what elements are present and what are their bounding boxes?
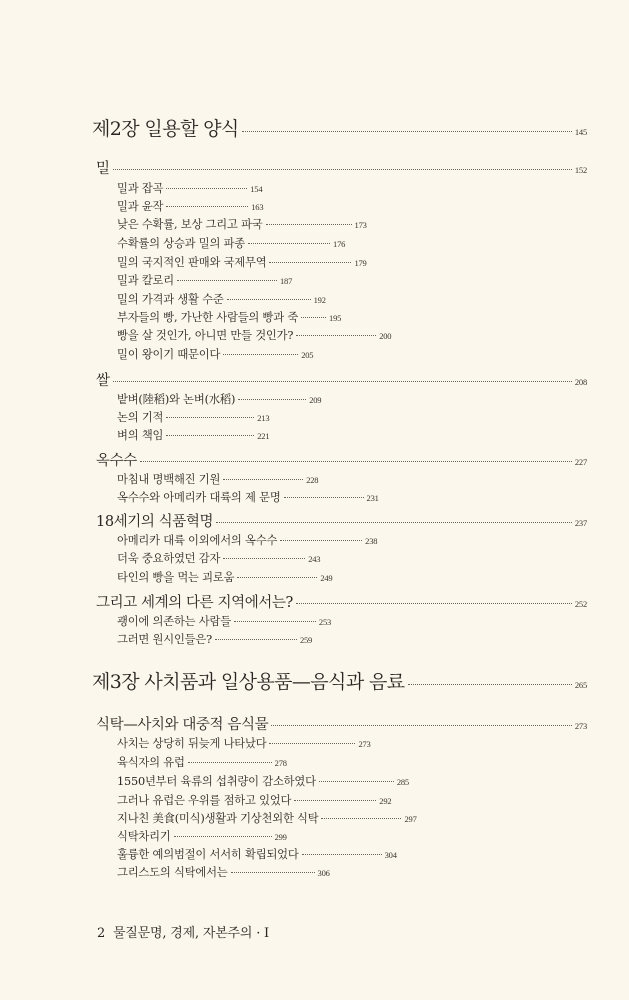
page-number: 208	[574, 377, 587, 387]
toc-entry	[117, 489, 379, 505]
dot-leader	[223, 354, 298, 355]
page-number: 173	[354, 220, 367, 230]
page-number: 163	[251, 202, 264, 212]
chapter-title: 제2장 일용할 양식	[92, 118, 239, 140]
entry-title: 마침내 명백해진 기원	[117, 473, 221, 486]
dot-leader	[227, 299, 311, 300]
section-title: 밀	[96, 161, 110, 177]
entry-title: 밀의 국지적인 판매와 국제무역	[117, 256, 267, 269]
toc-entry	[117, 550, 320, 566]
toc-entry	[117, 309, 341, 325]
page-footer	[97, 922, 269, 941]
page-number: 265	[574, 680, 587, 690]
section-title: 옥수수	[96, 453, 137, 469]
dot-leader	[296, 603, 572, 604]
page-number: 227	[574, 457, 587, 467]
dot-leader	[302, 854, 382, 855]
page-number: 304	[384, 850, 397, 860]
toc-entry	[117, 327, 391, 343]
entry-title: 더욱 중요하였던 감자	[117, 552, 221, 565]
entry-title: 수확률의 상승과 밀의 파종	[117, 237, 246, 250]
toc-entry	[117, 216, 367, 232]
page-number: 145	[574, 127, 587, 137]
page-number: 154	[250, 184, 263, 194]
footer-page-number: 2	[97, 926, 106, 941]
toc-entry	[117, 754, 287, 770]
entry-title: 사치는 상당히 뒤늦게 나타났다	[117, 737, 267, 750]
dot-leader	[266, 224, 352, 225]
dot-leader	[216, 522, 572, 523]
dot-leader	[408, 684, 572, 685]
footer-book-title: 물질문명, 경제, 자본주의 · I	[112, 926, 269, 941]
dot-leader	[238, 399, 306, 400]
entry-title: 논의 기적	[117, 411, 164, 424]
dot-leader	[166, 417, 254, 418]
dot-leader	[269, 262, 351, 263]
dot-leader	[188, 762, 272, 763]
dot-leader	[166, 188, 247, 189]
page-number: 221	[257, 431, 270, 441]
page-number: 200	[379, 331, 392, 341]
toc-section-heading	[96, 713, 587, 734]
entry-title: 밭벼(陸稻)와 논벼(水稻)	[117, 393, 236, 406]
entry-title: 식탁차리기	[117, 830, 171, 843]
entry-title: 육식자의 유럽	[117, 756, 185, 769]
entry-title: 옥수수와 아메리카 대륙의 제 문명	[117, 491, 281, 504]
dot-leader	[113, 169, 572, 170]
entry-title: 훌륭한 예의범절이 서서히 확립되었다	[117, 848, 299, 861]
page-number: 213	[257, 413, 270, 423]
page-number: 237	[574, 518, 587, 528]
dot-leader	[294, 800, 376, 801]
toc-entry	[117, 391, 321, 407]
toc-entry	[117, 735, 371, 751]
page-number: 297	[404, 814, 417, 824]
dot-leader	[166, 435, 254, 436]
entry-title: 1550년부터 육류의 섭취량이 감소하였다	[117, 775, 316, 788]
dot-leader	[280, 540, 362, 541]
toc-entry	[117, 613, 331, 629]
entry-title: 밀과 잡곡	[117, 182, 164, 195]
toc-entry	[117, 346, 313, 362]
page-number: 249	[320, 573, 333, 583]
toc-section-heading	[96, 510, 587, 531]
dot-leader	[166, 206, 248, 207]
dot-leader	[113, 381, 572, 382]
entry-title: 그리스도의 식탁에서는	[117, 866, 228, 879]
dot-leader	[242, 131, 572, 132]
dot-leader	[296, 335, 376, 336]
toc-entry	[117, 272, 292, 288]
page-number: 273	[574, 721, 587, 731]
toc-section-heading	[96, 369, 587, 390]
entry-title: 타인의 빵을 먹는 괴로움	[117, 571, 235, 584]
page-number: 243	[308, 554, 321, 564]
toc-section-heading	[96, 157, 587, 178]
entry-title: 아메리카 대륙 이외에서의 옥수수	[117, 534, 278, 547]
dot-leader	[234, 621, 316, 622]
page-number: 176	[333, 239, 346, 249]
dot-leader	[321, 818, 401, 819]
dot-leader	[174, 836, 272, 837]
toc-entry	[117, 254, 367, 270]
section-title: 쌀	[96, 373, 110, 389]
toc-entry	[117, 792, 391, 808]
toc-chapter-heading	[92, 667, 587, 694]
entry-title: 밀과 칼로리	[117, 274, 174, 287]
dot-leader	[237, 577, 317, 578]
dot-leader	[248, 243, 330, 244]
page-number: 195	[329, 313, 342, 323]
page-number: 209	[309, 395, 322, 405]
page-number: 152	[574, 165, 587, 175]
entry-title: 벼의 책임	[117, 429, 164, 442]
page-number: 252	[574, 599, 587, 609]
entry-title: 낮은 수확률, 보상 그리고 파국	[117, 218, 263, 231]
toc-entry	[117, 846, 397, 862]
toc-section-heading	[96, 449, 587, 470]
entry-title: 밀과 윤작	[117, 200, 164, 213]
page-number: 205	[301, 350, 314, 360]
toc-entry	[117, 409, 269, 425]
dot-leader	[284, 497, 364, 498]
dot-leader	[269, 743, 355, 744]
page-number: 187	[279, 276, 293, 286]
page-number: 292	[379, 796, 392, 806]
page-number: 285	[396, 777, 409, 787]
entry-title: 밀의 가격과 생활 수준	[117, 293, 224, 306]
entry-title: 밀이 왕이기 때문이다	[117, 348, 221, 361]
dot-leader	[271, 725, 572, 726]
dot-leader	[223, 479, 303, 480]
toc-entry	[117, 291, 326, 307]
page-number: 179	[354, 258, 367, 268]
toc-entry	[117, 235, 345, 251]
entry-title: 그러나 유럽은 우위를 점하고 있었다	[117, 794, 292, 807]
entry-title: 지나친 美食(미식)생활과 기상천외한 식탁	[117, 812, 319, 825]
page-number: 192	[313, 295, 326, 305]
dot-leader	[215, 639, 297, 640]
toc-entry	[117, 810, 417, 826]
section-title: 그리고 세계의 다른 지역에서는?	[96, 595, 293, 611]
toc-entry	[117, 569, 332, 585]
section-title: 18세기의 식품혁명	[96, 514, 214, 530]
toc-entry	[117, 773, 409, 789]
toc-entry	[117, 532, 377, 548]
toc-entry	[117, 471, 318, 487]
entry-title: 괭이에 의존하는 사람들	[117, 615, 231, 628]
dot-leader	[223, 558, 305, 559]
toc-entry	[117, 828, 287, 844]
dot-leader	[319, 781, 394, 782]
dot-leader	[177, 280, 277, 281]
page-number: 238	[365, 536, 378, 546]
page-number: 228	[306, 475, 319, 485]
page-number: 278	[274, 758, 287, 768]
chapter-title: 제3장 사치품과 일상용품—음식과 음료	[92, 671, 405, 693]
toc-entry	[117, 631, 312, 647]
dot-leader	[301, 317, 326, 318]
entry-title: 그러면 원시인들은?	[117, 633, 212, 646]
toc-entry	[117, 180, 262, 196]
entry-title: 부자들의 빵, 가난한 사람들의 빵과 죽	[117, 311, 299, 324]
toc-entry	[117, 864, 330, 880]
page-number: 299	[274, 832, 287, 842]
dot-leader	[231, 872, 315, 873]
toc-chapter-heading	[92, 114, 587, 141]
dot-leader	[140, 461, 572, 462]
page-number: 306	[317, 868, 330, 878]
section-title: 식탁—사치와 대중적 음식물	[96, 717, 269, 733]
page-number: 273	[358, 739, 371, 749]
page-number: 253	[318, 617, 332, 627]
toc-section-heading	[96, 591, 587, 612]
page-number: 259	[299, 635, 313, 645]
toc-entry	[117, 198, 263, 214]
entry-title: 빵을 살 것인가, 아니면 만들 것인가?	[117, 329, 294, 342]
toc-entry	[117, 427, 269, 443]
page-number: 231	[366, 493, 379, 503]
